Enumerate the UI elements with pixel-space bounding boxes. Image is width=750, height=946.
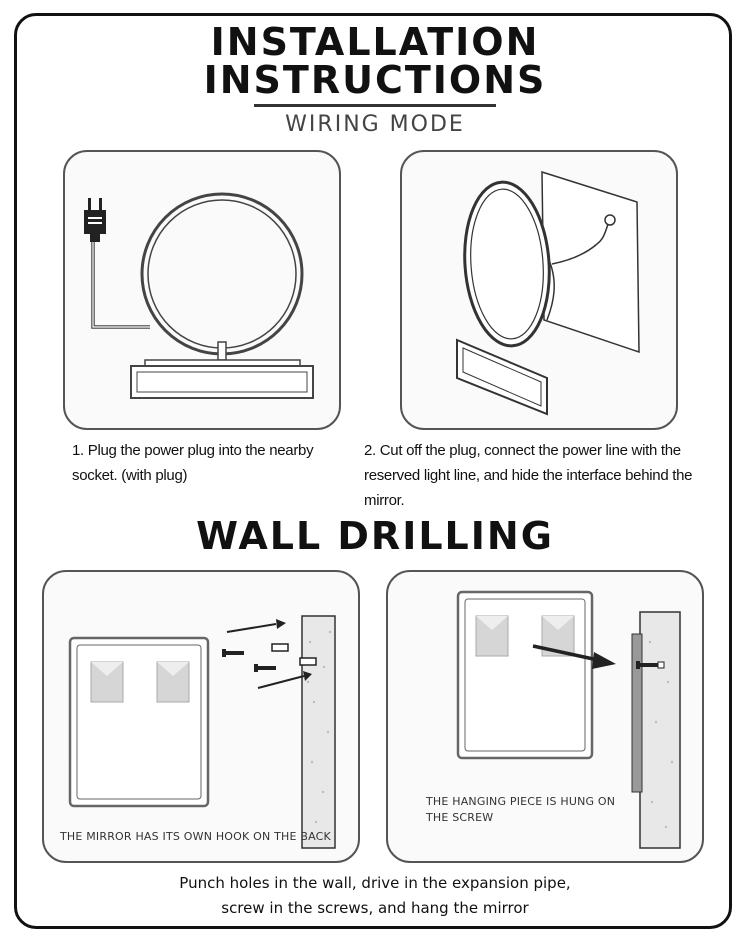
wiring-illustration-hardwire [400,150,678,430]
mirror-hook-icon [91,662,123,702]
footer-instruction-line-2: screw in the screws, and hang the mirror [221,899,529,917]
caption-hanging-piece: THE HANGING PIECE IS HUNG ON THE SCREW [426,795,616,824]
plug-mirror-drawing [65,152,341,430]
caption-mirror-hook: THE MIRROR HAS ITS OWN HOOK ON THE BACK [60,830,331,843]
wiring-step-2-text: 2. Cut off the plug, connect the power line with the reserved light line, and hide the interface behind the mirror. [364,442,693,509]
section-subtitle-wiring: WIRING MODE [285,112,465,137]
mirror-hooks-drawing [44,572,360,863]
drilling-illustration-hooks [42,570,360,863]
hardwire-mirror-drawing [402,152,678,430]
page-title-line-2: INSTRUCTIONS [203,58,547,102]
title-divider [254,104,496,107]
mirror-hook-icon [157,662,189,702]
screw-icon [222,649,244,657]
page-title-line-1: INSTALLATION [210,20,540,64]
footer-instruction-line-1: Punch holes in the wall, drive in the expansion pipe, [179,874,571,892]
power-plug-icon [84,198,106,242]
wiring-illustration-plug [63,150,341,430]
section-heading-wall-drilling: WALL DRILLING [196,514,554,558]
screw-icon [254,664,276,672]
wiring-step-1-text: 1. Plug the power plug into the nearby socket. (with plug) [72,442,314,484]
mirror-hook-icon [476,616,508,656]
